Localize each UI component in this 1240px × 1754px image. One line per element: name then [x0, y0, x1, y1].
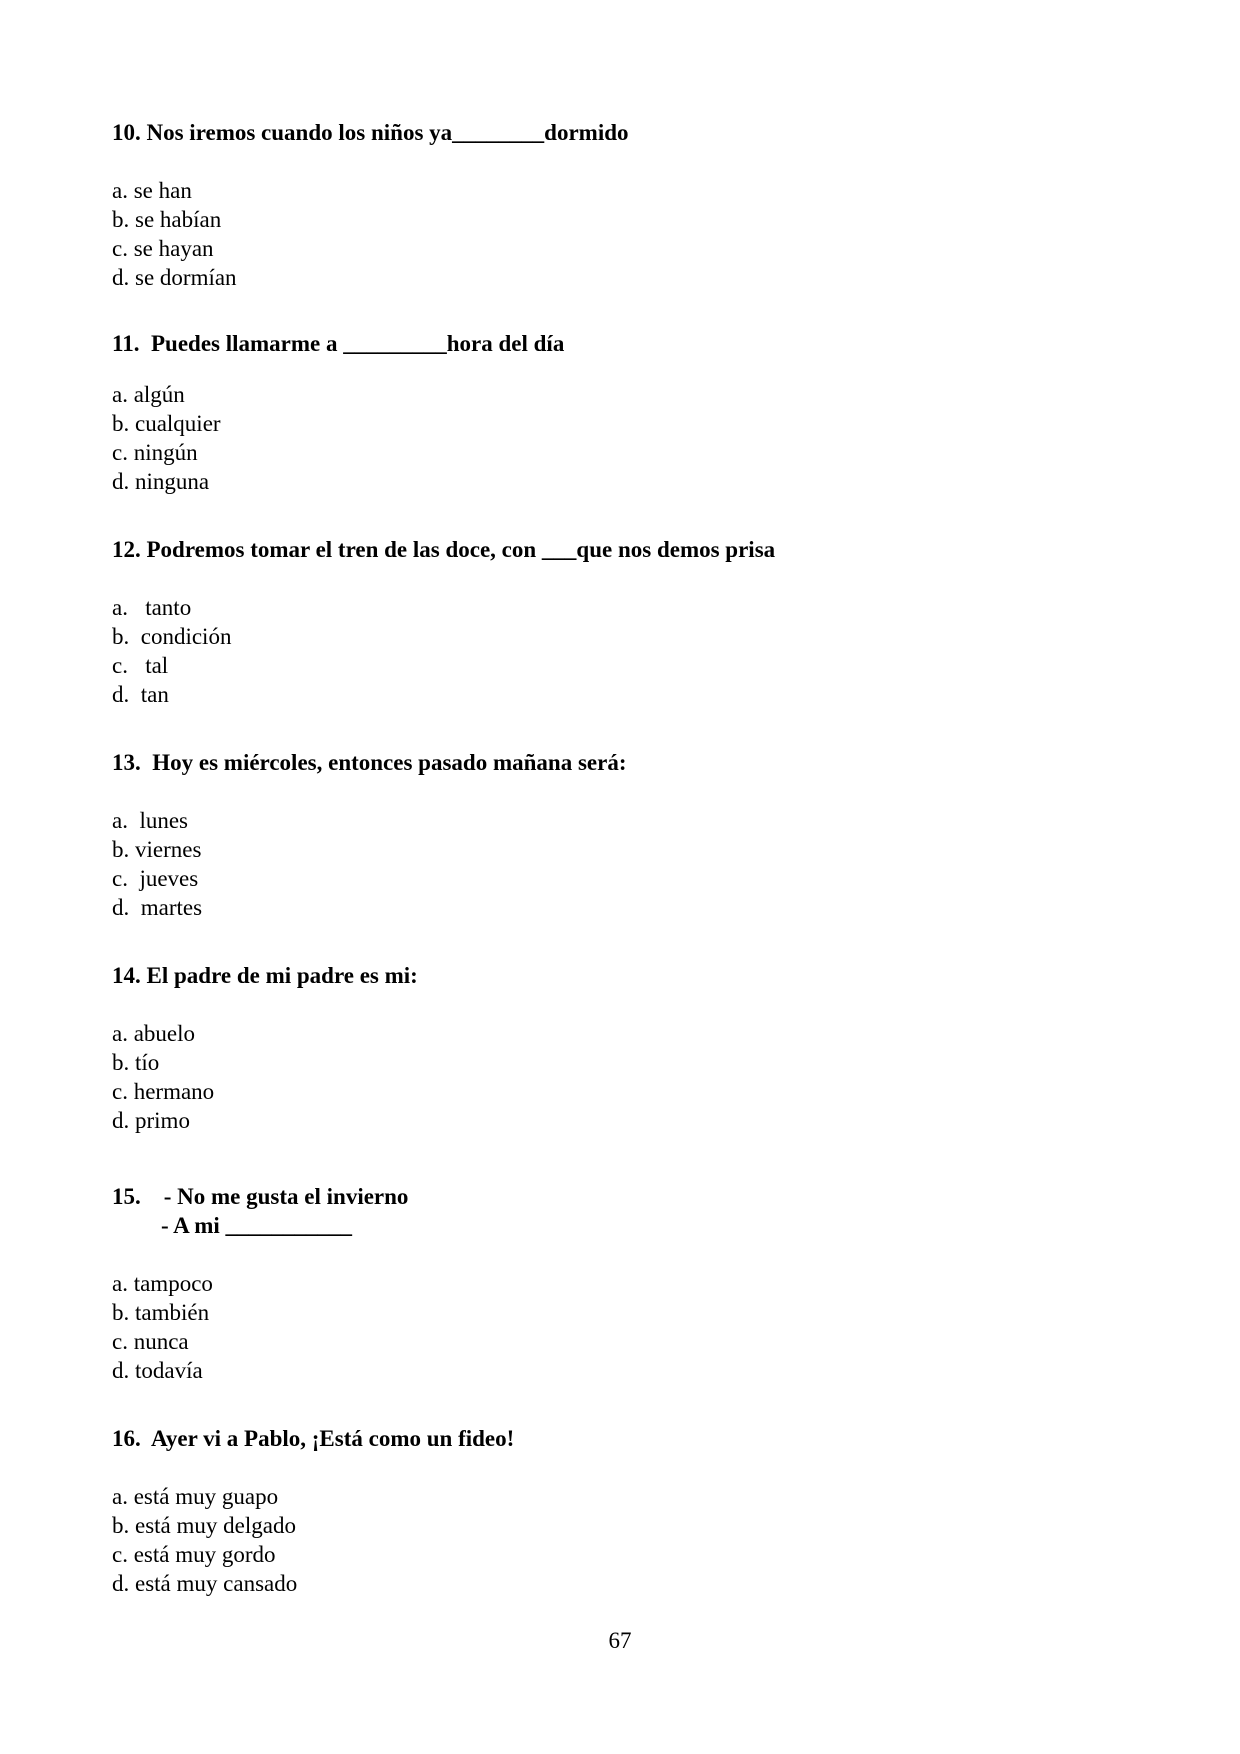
question-12-prompt: 12. Podremos tomar el tren de las doce, con ___que nos demos prisa — [112, 537, 776, 562]
option-10a: a. se han — [112, 178, 192, 203]
question-13-prompt: 13. Hoy es miércoles, entonces pasado mañana será: — [112, 750, 627, 775]
option-16a: a. está muy guapo — [112, 1484, 279, 1509]
option-14c: c. hermano — [112, 1079, 215, 1104]
option-13b: b. viernes — [112, 837, 202, 862]
question-10-prompt: 10. Nos iremos cuando los niños ya________dormido — [112, 120, 629, 145]
option-15d: d. todavía — [112, 1358, 203, 1383]
option-12d: d. tan — [112, 682, 169, 707]
option-15b: b. también — [112, 1300, 210, 1325]
option-11d: d. ninguna — [112, 469, 210, 494]
option-13c: c. jueves — [112, 866, 199, 891]
option-16c: c. está muy gordo — [112, 1542, 276, 1567]
option-10d: d. se dormían — [112, 265, 237, 290]
option-16d: d. está muy cansado — [112, 1571, 298, 1596]
question-16-prompt: 16. Ayer vi a Pablo, ¡Está como un fideo! — [112, 1426, 515, 1451]
option-13d: d. martes — [112, 895, 203, 920]
page-number: 67 — [608, 1628, 632, 1653]
option-12a: a. tanto — [112, 595, 192, 620]
option-11c: c. ningún — [112, 440, 198, 465]
option-12c: c. tal — [112, 653, 169, 678]
option-15c: c. nunca — [112, 1329, 189, 1354]
option-15a: a. tampoco — [112, 1271, 213, 1296]
option-12b: b. condición — [112, 624, 232, 649]
option-14a: a. abuelo — [112, 1021, 196, 1046]
option-14d: d. primo — [112, 1108, 190, 1133]
option-11b: b. cualquier — [112, 411, 221, 436]
question-15-prompt: 15. - No me gusta el invierno — [112, 1184, 409, 1209]
option-16b: b. está muy delgado — [112, 1513, 296, 1538]
option-10b: b. se habían — [112, 207, 222, 232]
option-13a: a. lunes — [112, 808, 189, 833]
option-11a: a. algún — [112, 382, 185, 407]
question-14-prompt: 14. El padre de mi padre es mi: — [112, 963, 418, 988]
question-15-prompt-line2: - A mi ___________ — [161, 1213, 353, 1238]
option-14b: b. tío — [112, 1050, 160, 1075]
option-10c: c. se hayan — [112, 236, 214, 261]
question-11-prompt: 11. Puedes llamarme a _________hora del día — [112, 331, 565, 356]
